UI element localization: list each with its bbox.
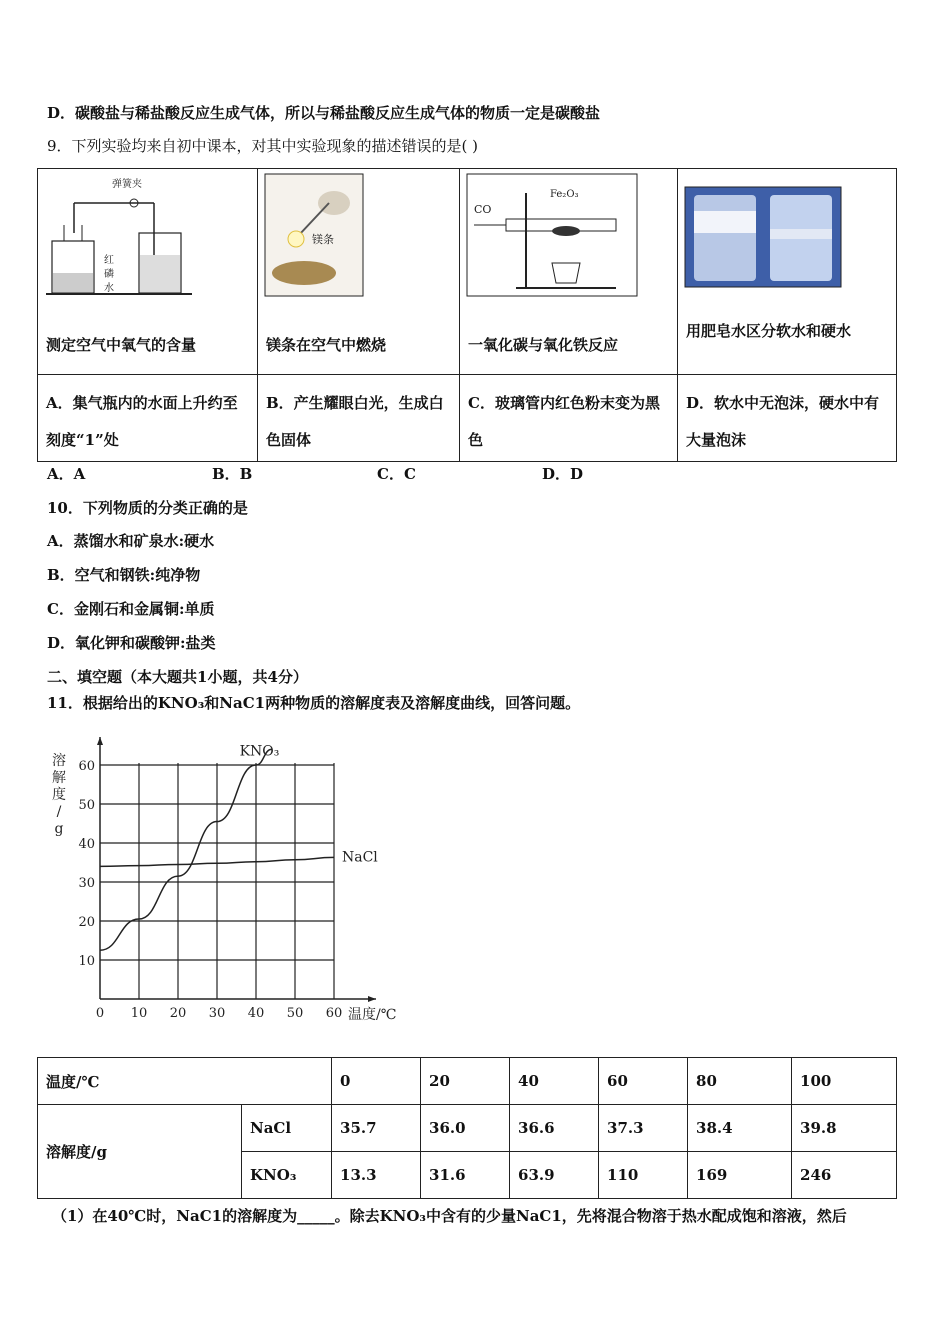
substance-name: KNO₃ bbox=[242, 1152, 332, 1199]
experiment-cell-4 bbox=[678, 169, 897, 375]
option-d-text: D．碳酸盐与稀盐酸反应生成气体，所以与稀盐酸反应生成气体的物质一定是碳酸盐 bbox=[47, 104, 601, 122]
water-label: 水 bbox=[104, 283, 114, 294]
temp-cell: 40 bbox=[510, 1058, 599, 1105]
y-tick-label: 40 bbox=[78, 837, 95, 852]
x-tick-label: 40 bbox=[247, 1006, 265, 1021]
question-10-option-d: D．氧化钾和碳酸钾:盐类 bbox=[47, 634, 216, 652]
chart-ylabel bbox=[52, 752, 66, 837]
ylabel-char: 度 bbox=[52, 787, 66, 803]
solubility-table bbox=[37, 1057, 897, 1199]
value-cell: 36.6 bbox=[510, 1105, 599, 1152]
value-cell: 110 bbox=[599, 1152, 688, 1199]
temp-cell: 100 bbox=[792, 1058, 897, 1105]
soap-water-beakers-photo bbox=[684, 173, 844, 289]
question-11-part-1: （1）在40℃时，NaC1的溶解度为_____。除去KNO₃中含有的少量NaC1，先将混合物溶于热水配成饱和溶液，然后 bbox=[52, 1207, 847, 1225]
question-10: 10．下列物质的分类正确的是 bbox=[47, 499, 248, 517]
value-cell: 31.6 bbox=[421, 1152, 510, 1199]
value-cell: 35.7 bbox=[332, 1105, 421, 1152]
solubility-header: 溶解度/g bbox=[38, 1105, 242, 1199]
chart-tick-labels bbox=[78, 759, 342, 1021]
ylabel-char: / bbox=[56, 804, 62, 820]
mg-strip-label: 镁条 bbox=[312, 233, 334, 246]
experiment-title: 一氧化碳与氧化铁反应 bbox=[468, 336, 619, 354]
experiment-cell-1 bbox=[38, 169, 258, 375]
nacl-legend: NaCl bbox=[342, 849, 378, 866]
value-cell: 13.3 bbox=[332, 1152, 421, 1199]
temp-cell: 20 bbox=[421, 1058, 510, 1105]
experiment-title: 测定空气中氧气的含量 bbox=[46, 336, 197, 354]
temp-header: 温度/℃ bbox=[38, 1058, 332, 1105]
choice-b[interactable]: B．B bbox=[212, 465, 253, 483]
value-cell: 37.3 bbox=[599, 1105, 688, 1152]
x-tick-label: 60 bbox=[325, 1006, 343, 1021]
experiment-title: 用肥皂水区分软水和硬水 bbox=[686, 322, 852, 340]
kno3-legend: KNO₃ bbox=[239, 743, 280, 760]
ylabel-char: g bbox=[54, 821, 64, 837]
y-tick-label: 20 bbox=[78, 915, 95, 930]
value-cell: 63.9 bbox=[510, 1152, 599, 1199]
y-tick-label: 10 bbox=[78, 954, 95, 969]
value-cell: 169 bbox=[688, 1152, 792, 1199]
table-row bbox=[38, 1105, 897, 1152]
x-tick-label: 10 bbox=[130, 1006, 148, 1021]
x-tick-label: 30 bbox=[208, 1006, 226, 1021]
question-10-option-c: C．金刚石和金属铜:单质 bbox=[47, 600, 215, 618]
co-label: CO bbox=[474, 203, 492, 216]
x-tick-label: 20 bbox=[169, 1006, 187, 1021]
co-fe2o3-apparatus bbox=[466, 173, 638, 299]
temp-cell: 60 bbox=[599, 1058, 688, 1105]
option-a-desc: A．集气瓶内的水面上升约至刻度“1”处 bbox=[46, 394, 238, 449]
experiment-title: 镁条在空气中燃烧 bbox=[266, 336, 387, 354]
chart-grid bbox=[100, 763, 334, 999]
question-11: 11．根据给出的KNO₃和NaC1两种物质的溶解度表及溶解度曲线，回答问题。 bbox=[47, 694, 581, 712]
x-tick-label: 50 bbox=[286, 1006, 304, 1021]
oxygen-measure-apparatus bbox=[44, 173, 194, 295]
substance-name: NaCl bbox=[242, 1105, 332, 1152]
value-cell: 36.0 bbox=[421, 1105, 510, 1152]
question-10-option-a: A．蒸馏水和矿泉水:硬水 bbox=[47, 532, 215, 550]
fe2o3-label: Fe₂O₃ bbox=[550, 189, 579, 200]
value-cell: 246 bbox=[792, 1152, 897, 1199]
chart-xlabel: 温度/℃ bbox=[348, 1007, 397, 1023]
experiment-table bbox=[37, 168, 897, 462]
temp-cell: 0 bbox=[332, 1058, 421, 1105]
experiment-cell-2 bbox=[258, 169, 460, 375]
y-axis-arrow bbox=[97, 737, 103, 745]
ylabel-char: 溶 bbox=[52, 753, 66, 769]
option-c-desc: C．玻璃管内红色粉末变为黑色 bbox=[468, 394, 660, 449]
table-row bbox=[38, 1058, 897, 1105]
value-cell: 39.8 bbox=[792, 1105, 897, 1152]
choice-c[interactable]: C．C bbox=[377, 465, 416, 483]
spring-clip-label: 弹簧夹 bbox=[112, 179, 142, 190]
y-tick-label: 50 bbox=[78, 798, 95, 813]
kno3-curve bbox=[100, 749, 272, 950]
ylabel-char: 解 bbox=[52, 770, 66, 786]
question-9: 9．下列实验均来自初中课本，对其中实验现象的描述错误的是( ) bbox=[47, 137, 479, 155]
choice-d[interactable]: D．D bbox=[542, 465, 584, 483]
experiment-cell-3 bbox=[460, 169, 678, 375]
y-tick-label: 60 bbox=[78, 759, 95, 774]
red-label: 红 bbox=[104, 255, 114, 266]
phosphorus-label: 磷 bbox=[104, 269, 114, 280]
choice-a[interactable]: A．A bbox=[47, 465, 86, 483]
section-2-heading: 二、填空题（本大题共1小题，共4分） bbox=[47, 668, 308, 686]
x-axis-arrow bbox=[368, 996, 376, 1002]
y-tick-label: 30 bbox=[78, 876, 95, 891]
solubility-chart bbox=[42, 735, 422, 1030]
x-tick-label: 0 bbox=[95, 1006, 105, 1021]
value-cell: 38.4 bbox=[688, 1105, 792, 1152]
magnesium-burning-photo bbox=[264, 173, 364, 299]
option-d-desc: D．软水中无泡沫，硬水中有大量泡沫 bbox=[686, 394, 880, 449]
temp-cell: 80 bbox=[688, 1058, 792, 1105]
option-b-desc: B．产生耀眼白光，生成白色固体 bbox=[266, 394, 444, 449]
question-10-option-b: B．空气和钢铁:纯净物 bbox=[47, 566, 201, 584]
